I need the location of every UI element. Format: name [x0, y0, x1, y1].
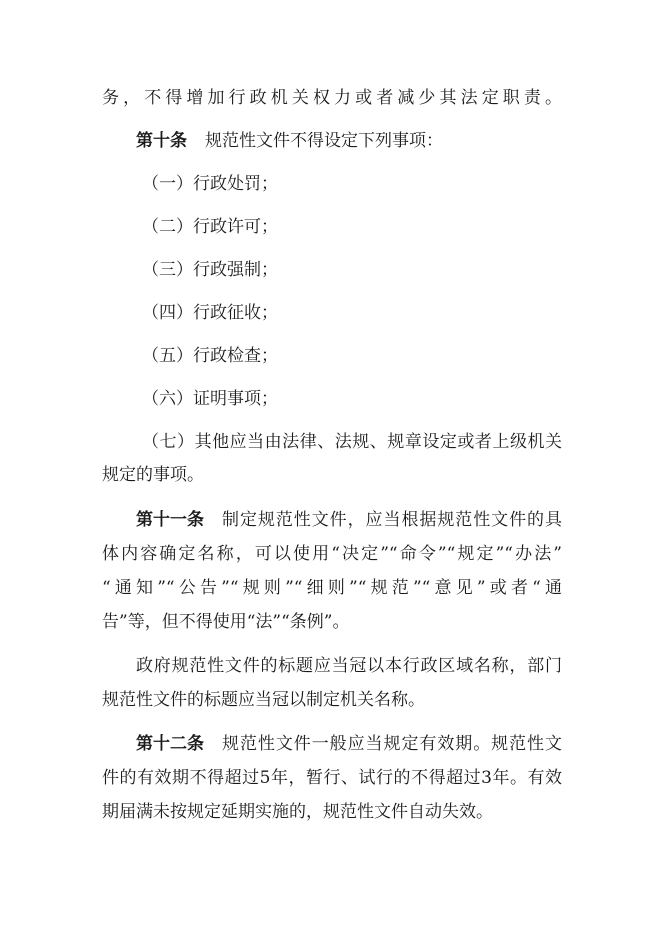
- article-10-item-3: （三）行政强制；: [142, 260, 278, 280]
- article-10-item-5: （五）行政检查；: [142, 346, 278, 366]
- article-12-line2: 件的有效期不得超过5年，暂行、试行的不得超过3年。有效: [102, 768, 562, 788]
- article-10-intro: 规范性文件不得设定下列事项：: [205, 131, 443, 151]
- article-11-para2-line1: 政府规范性文件的标题应当冠以本行政区域名称，部门: [136, 656, 562, 676]
- article-12-number: 第十二条: [136, 734, 204, 754]
- article-11-line4: 告”等，但不得使用“法”“条例”。: [102, 612, 350, 632]
- article-12: [136, 733, 562, 755]
- article-11-para2-line2: 规范性文件的标题应当冠以制定机关名称。: [102, 690, 425, 710]
- article-10-item-1: （一）行政处罚；: [142, 174, 278, 194]
- article-10-number: 第十条: [136, 131, 187, 151]
- article-11-line3: “通知”“公告”“规则”“细则”“规范”“意见”或者“通: [102, 578, 562, 598]
- article-11: [136, 509, 562, 531]
- article-11-line1: 制定规范性文件，应当根据规范性文件的具: [222, 510, 562, 530]
- article-10-item-6: （六）证明事项；: [142, 389, 278, 409]
- article-10-item-7-line1: （七）其他应当由法律、法规、规章设定或者上级机关: [142, 432, 562, 452]
- article-12-line1: 规范性文件一般应当规定有效期。规范性文: [222, 734, 562, 754]
- article-12-line3: 期届满未按规定延期实施的，规范性文件自动失效。: [102, 802, 493, 822]
- article-11-number: 第十一条: [136, 510, 204, 530]
- article-10: [136, 130, 562, 152]
- continuation-text: 务，不得增加行政机关权力或者减少其法定职责。: [102, 88, 562, 108]
- article-11-line2: 体内容确定名称，可以使用“决定”“命令”“规定”“办法”: [102, 544, 562, 564]
- article-10-item-7-line2: 规定的事项。: [102, 465, 204, 485]
- article-10-item-2: （二）行政许可；: [142, 217, 278, 237]
- article-10-item-4: （四）行政征收；: [142, 303, 278, 323]
